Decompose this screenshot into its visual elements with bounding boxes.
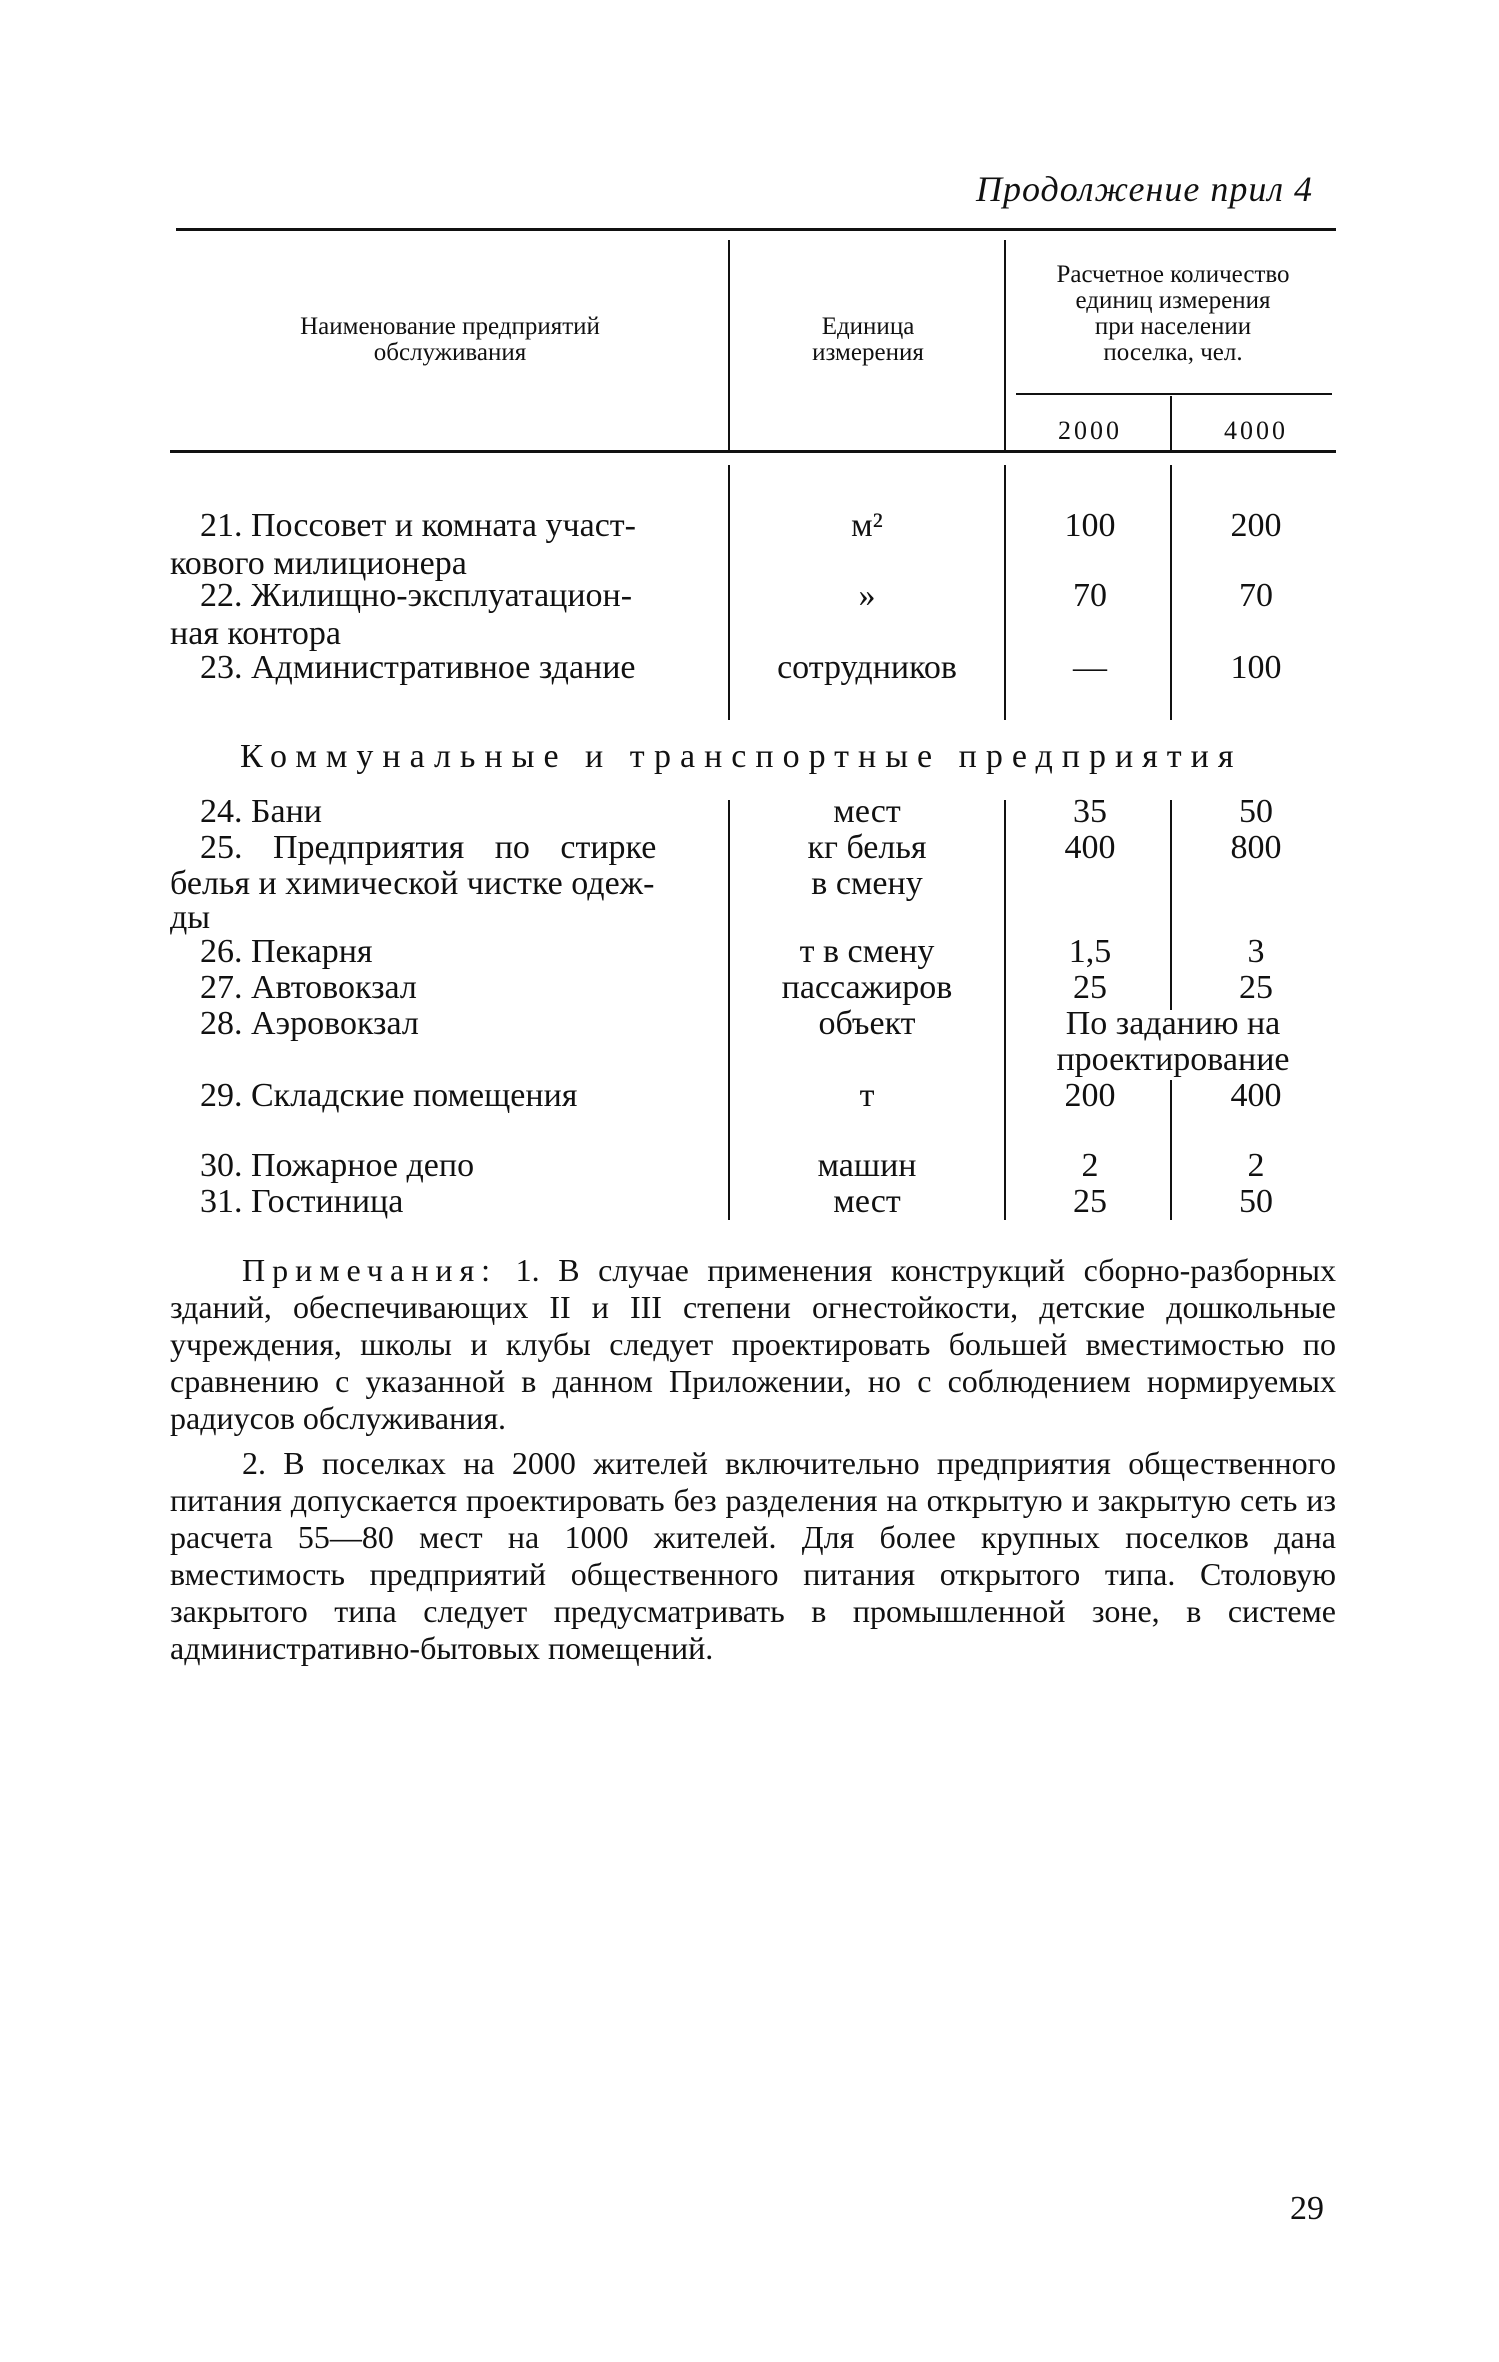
section-title: Коммунальные и транспортные предприятия: [240, 738, 1243, 775]
column-header-calc-line-4: поселка, чел.: [1103, 339, 1243, 366]
row-value-4000: 2: [1247, 1147, 1265, 1184]
column-header-calc: [1010, 262, 1336, 366]
row-value-2000: 400: [1064, 829, 1116, 866]
table-row-27: [0, 968, 1499, 1008]
continuation-caption: Продолжение прил 4: [976, 169, 1314, 209]
row-unit: »: [858, 577, 876, 614]
row-value-2000: 200: [1064, 1077, 1116, 1114]
header-divider-3: [1170, 396, 1172, 450]
row-name-cont: кового милиционера: [170, 545, 467, 582]
row-name: 23. Административное здание: [200, 649, 636, 686]
row-value-2000: 25: [1073, 1183, 1107, 1220]
row-unit: кг белья: [807, 829, 927, 866]
row-name: 26. Пекарня: [200, 933, 373, 970]
row-unit: машин: [817, 1147, 917, 1184]
table-row-25: [0, 828, 1499, 868]
subheader-rule: [1016, 393, 1332, 395]
column-header-unit: [736, 314, 1000, 366]
column-header-unit-line-1: Единица: [821, 313, 915, 340]
row-value-4000: 50: [1239, 793, 1273, 830]
row-name-cont: белья и химической чистке одеж-: [170, 865, 655, 902]
column-header-calc-line-2: единиц измерения: [1075, 287, 1271, 314]
subcolumn-2000: 2000: [1058, 416, 1122, 445]
row-value-2000: —: [1073, 649, 1107, 686]
row-unit: т: [859, 1077, 875, 1114]
row-value-2000: 70: [1073, 577, 1107, 614]
row-name: 22. Жилищно-эксплуатацион-: [200, 577, 633, 614]
row-name: 24. Бани: [200, 793, 323, 830]
row-value-2000: 1,5: [1068, 933, 1112, 970]
table-row-23: [0, 648, 1499, 688]
header-bottom-rule: [170, 450, 1336, 453]
row-span-value-cont: проектирование: [1056, 1041, 1290, 1078]
row-unit: т в смену: [799, 933, 935, 970]
column-header-calc-line-3: при населении: [1094, 313, 1252, 340]
row-name: 29. Складские помещения: [200, 1077, 578, 1114]
table-row-24: [0, 792, 1499, 832]
row-value-2000: 35: [1073, 793, 1107, 830]
column-header-calc-line-1: Расчетное количество: [1056, 261, 1290, 288]
row-name: 21. Поссовет и комната участ-: [200, 507, 636, 544]
row-span-value: По заданию на: [1065, 1005, 1281, 1042]
row-value-4000: 25: [1239, 969, 1273, 1006]
header-divider-1: [728, 240, 730, 450]
row-name-cont: ды: [170, 899, 211, 936]
row-unit: сотрудников: [777, 649, 957, 686]
table-row-30: [0, 1146, 1499, 1186]
row-value-2000: 100: [1064, 507, 1116, 544]
row-name: 30. Пожарное депо: [200, 1147, 475, 1184]
row-value-4000: 70: [1239, 577, 1273, 614]
row-unit-cont: в смену: [811, 865, 923, 902]
row-value-4000: 400: [1230, 1077, 1282, 1114]
row-value-4000: 100: [1230, 649, 1282, 686]
row-value-4000: 800: [1230, 829, 1282, 866]
column-header-name: [180, 314, 720, 366]
table-row-31: [0, 1182, 1499, 1222]
column-header-name-line-1: Наименование предприятий: [300, 313, 600, 340]
note-1: [170, 1252, 1336, 1437]
row-name: 31. Гостиница: [200, 1183, 404, 1220]
notes-block: [170, 1252, 1336, 1667]
row-unit: м²: [851, 507, 883, 544]
row-value-4000: 3: [1247, 933, 1265, 970]
header-divider-2: [1004, 240, 1006, 450]
row-value-4000: 50: [1239, 1183, 1273, 1220]
row-name: 27. Автовокзал: [200, 969, 417, 1006]
note-1-text: 1. В случае применения конструкций сборно-разборных зданий, обеспечивающих II и III степени огнестойкости, детские дошкольные учреждения, школы и клубы следует проектировать большей вместимостью по сравнению с указанной в данном Приложении, но с соблюдением нормируемых радиусов обслуживания.: [170, 1252, 1337, 1436]
table-row-26: [0, 932, 1499, 972]
row-value-2000: 2: [1081, 1147, 1099, 1184]
page-number: 29: [1290, 2190, 1324, 2227]
note-2: 2. В поселках на 2000 жителей включительно предприятия общественного питания допускается проектировать без разделения на открытую и закрытую сеть из расчета 55—80 мест на 1000 жителей. Для более крупных поселков дана вместимость предприятий общественного питания открытого типа. Столовую закрытого типа следует предусматривать в промышленной зоне, в системе административно-бытовых помещений.: [170, 1445, 1336, 1666]
table-row-29: [0, 1076, 1499, 1116]
table-row-28-cont: [0, 1040, 1499, 1080]
row-unit: мест: [833, 793, 901, 830]
row-unit: пассажиров: [781, 969, 953, 1006]
table-row-22: [0, 576, 1499, 616]
column-header-name-line-2: обслуживания: [373, 339, 527, 366]
column-header-unit-line-2: измерения: [812, 339, 924, 366]
notes-label: Примечания:: [242, 1252, 498, 1288]
table-row-28: [0, 1004, 1499, 1044]
row-name: 28. Аэровокзал: [200, 1005, 419, 1042]
subcolumn-4000: 4000: [1224, 416, 1288, 445]
row-unit: мест: [833, 1183, 901, 1220]
row-name-cont: ная контора: [170, 615, 341, 652]
row-value-4000: 200: [1230, 507, 1282, 544]
table-row-21: [0, 506, 1499, 546]
row-name: 25. Предприятия по стирке: [200, 829, 657, 866]
row-unit: объект: [818, 1005, 916, 1042]
table-top-rule: [176, 228, 1336, 231]
row-value-2000: 25: [1073, 969, 1107, 1006]
